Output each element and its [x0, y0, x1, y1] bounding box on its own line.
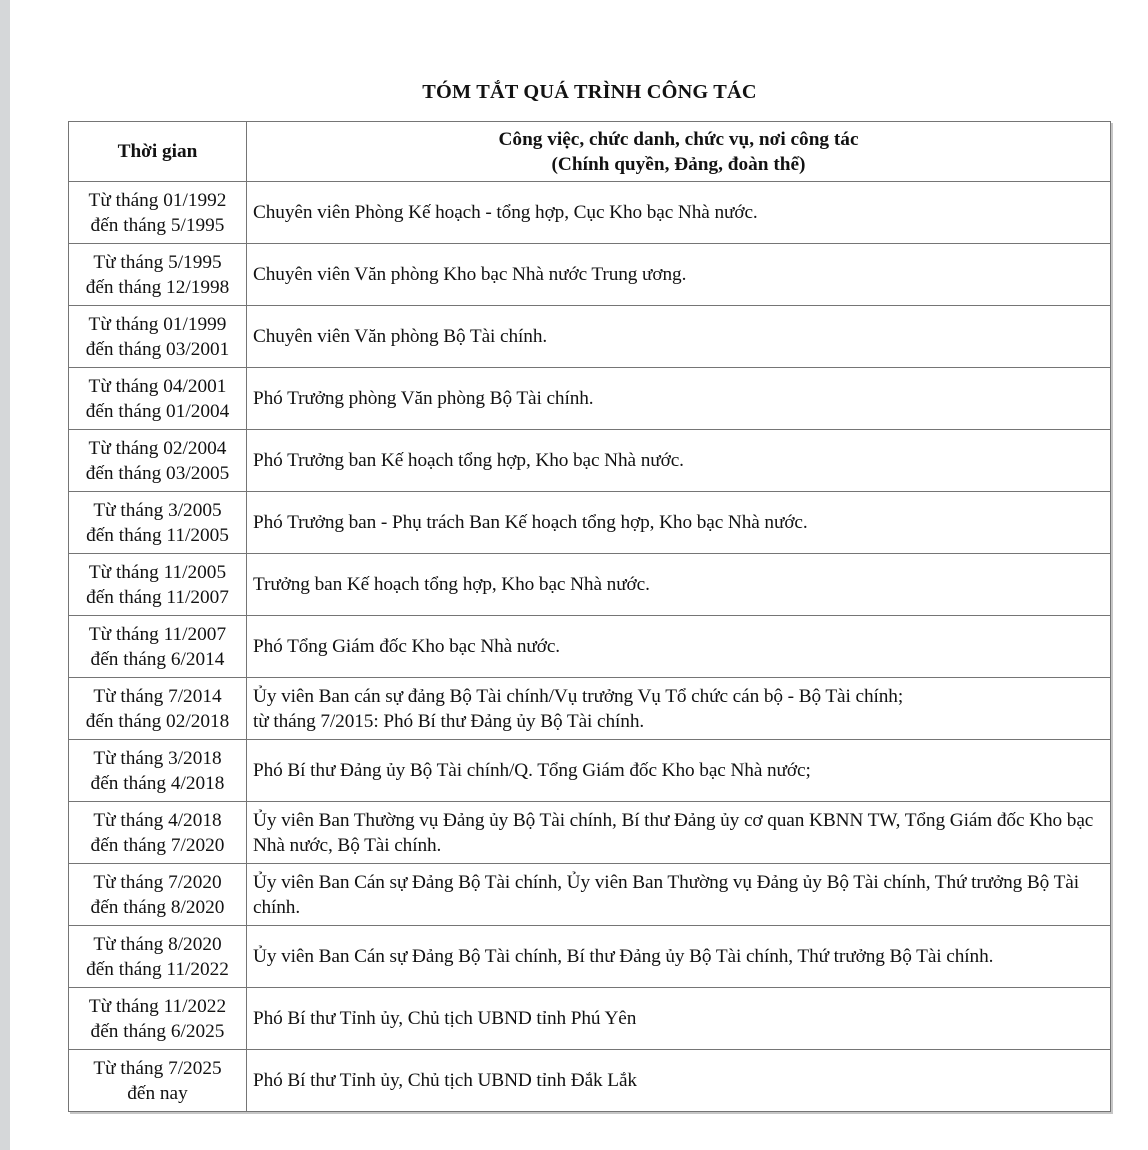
table-row	[69, 740, 1111, 802]
time-line-1: Từ tháng 5/1995	[93, 251, 222, 273]
time-line-1: Từ tháng 11/2007	[88, 623, 227, 645]
table-row	[69, 182, 1111, 244]
career-table-body	[69, 182, 1111, 1112]
document-page	[68, 0, 1111, 1112]
work-cell	[247, 740, 1111, 802]
table-row	[69, 492, 1111, 554]
work-line: Ủy viên Ban Thường vụ Đảng ủy Bộ Tài chính, Bí thư Đảng ủy cơ quan KBNN TW, Tổng Giám đốc Kho bạc Nhà nước, Bộ Tài chính.	[253, 809, 1094, 856]
time-cell	[69, 926, 247, 988]
time-line-1: Từ tháng 01/1999	[88, 313, 227, 335]
time-line-2: đến tháng 8/2020	[90, 896, 225, 918]
table-row	[69, 244, 1111, 306]
table-row	[69, 430, 1111, 492]
work-line: Ủy viên Ban Cán sự Đảng Bộ Tài chính, Ủy viên Ban Thường vụ Đảng ủy Bộ Tài chính, Thứ trưởng Bộ Tài chính.	[253, 871, 1079, 918]
column-header-work	[247, 122, 1111, 182]
table-row	[69, 1050, 1111, 1112]
time-cell	[69, 740, 247, 802]
time-cell	[69, 678, 247, 740]
table-row	[69, 554, 1111, 616]
work-cell	[247, 864, 1111, 926]
table-row	[69, 802, 1111, 864]
time-cell	[69, 306, 247, 368]
time-line-1: Từ tháng 11/2022	[88, 995, 227, 1017]
column-header-work-line-1: Công việc, chức danh, chức vụ, nơi công tác	[498, 128, 859, 150]
work-line: Chuyên viên Văn phòng Kho bạc Nhà nước Trung ương.	[253, 264, 687, 285]
work-cell	[247, 678, 1111, 740]
work-cell	[247, 430, 1111, 492]
work-line: Phó Bí thư Tỉnh ủy, Chủ tịch UBND tỉnh Phú Yên	[253, 1008, 637, 1029]
time-line-2: đến tháng 7/2020	[90, 834, 225, 856]
time-line-1: Từ tháng 3/2018	[93, 747, 222, 769]
time-line-1: Từ tháng 7/2020	[93, 871, 222, 893]
time-line-1: Từ tháng 3/2005	[93, 499, 222, 521]
time-line-1: Từ tháng 8/2020	[93, 933, 222, 955]
time-line-2: đến tháng 5/1995	[90, 214, 225, 236]
time-line-2: đến tháng 03/2001	[85, 338, 230, 360]
work-cell	[247, 988, 1111, 1050]
work-line: Ủy viên Ban cán sự đảng Bộ Tài chính/Vụ trưởng Vụ Tổ chức cán bộ - Bộ Tài chính;	[253, 685, 904, 707]
time-cell	[69, 988, 247, 1050]
page-edge-strip	[0, 0, 10, 1150]
table-row	[69, 864, 1111, 926]
work-cell	[247, 926, 1111, 988]
time-line-2: đến tháng 6/2014	[90, 648, 225, 670]
time-line-1: Từ tháng 02/2004	[88, 437, 227, 459]
time-line-2: đến tháng 02/2018	[85, 710, 230, 732]
time-cell	[69, 492, 247, 554]
column-header-time	[69, 122, 247, 182]
work-line: Ủy viên Ban Cán sự Đảng Bộ Tài chính, Bí thư Đảng ủy Bộ Tài chính, Thứ trưởng Bộ Tài chính.	[253, 946, 994, 967]
time-cell	[69, 368, 247, 430]
table-row	[69, 368, 1111, 430]
time-cell	[69, 430, 247, 492]
time-cell	[69, 802, 247, 864]
time-cell	[69, 182, 247, 244]
column-header-work-line-2: (Chính quyền, Đảng, đoàn thể)	[551, 153, 806, 175]
work-line: Chuyên viên Phòng Kế hoạch - tổng hợp, Cục Kho bạc Nhà nước.	[253, 202, 758, 223]
work-cell	[247, 554, 1111, 616]
time-cell	[69, 1050, 247, 1112]
work-cell	[247, 368, 1111, 430]
time-line-1: Từ tháng 11/2005	[88, 561, 227, 583]
work-line: Trưởng ban Kế hoạch tổng hợp, Kho bạc Nhà nước.	[253, 574, 650, 595]
time-cell	[69, 554, 247, 616]
time-line-1: Từ tháng 7/2014	[93, 685, 222, 707]
work-line: Phó Trưởng phòng Văn phòng Bộ Tài chính.	[253, 388, 594, 409]
time-line-2: đến nay	[127, 1082, 188, 1104]
work-line: Phó Trưởng ban Kế hoạch tổng hợp, Kho bạc Nhà nước.	[253, 450, 684, 471]
time-line-1: Từ tháng 7/2025	[93, 1057, 222, 1079]
table-row	[69, 306, 1111, 368]
work-line: từ tháng 7/2015: Phó Bí thư Đảng ủy Bộ Tài chính.	[253, 710, 645, 732]
time-line-2: đến tháng 6/2025	[90, 1020, 225, 1042]
time-line-2: đến tháng 11/2005	[86, 524, 229, 546]
work-line: Chuyên viên Văn phòng Bộ Tài chính.	[253, 326, 548, 347]
work-cell	[247, 182, 1111, 244]
time-line-2: đến tháng 11/2022	[86, 958, 229, 980]
work-cell	[247, 244, 1111, 306]
time-line-2: đến tháng 11/2007	[86, 586, 229, 608]
time-cell	[69, 864, 247, 926]
table-row	[69, 678, 1111, 740]
work-line: Phó Bí thư Đảng ủy Bộ Tài chính/Q. Tổng Giám đốc Kho bạc Nhà nước;	[253, 760, 811, 781]
table-row	[69, 988, 1111, 1050]
time-line-1: Từ tháng 01/1992	[88, 189, 227, 211]
work-cell	[247, 492, 1111, 554]
table-row	[69, 616, 1111, 678]
work-cell	[247, 1050, 1111, 1112]
column-header-time-label: Thời gian	[117, 141, 198, 162]
time-line-2: đến tháng 01/2004	[85, 400, 230, 422]
work-line: Phó Bí thư Tỉnh ủy, Chủ tịch UBND tỉnh Đắk Lắk	[253, 1070, 637, 1091]
time-line-2: đến tháng 03/2005	[85, 462, 230, 484]
work-cell	[247, 306, 1111, 368]
time-cell	[69, 616, 247, 678]
work-line: Phó Tổng Giám đốc Kho bạc Nhà nước.	[253, 636, 561, 657]
time-line-2: đến tháng 4/2018	[90, 772, 225, 794]
table-header-row	[69, 122, 1111, 182]
time-cell	[69, 244, 247, 306]
page-title: TÓM TẮT QUÁ TRÌNH CÔNG TÁC	[422, 81, 757, 103]
work-cell	[247, 616, 1111, 678]
time-line-1: Từ tháng 04/2001	[88, 375, 227, 397]
work-cell	[247, 802, 1111, 864]
time-line-1: Từ tháng 4/2018	[93, 809, 222, 831]
time-line-2: đến tháng 12/1998	[85, 276, 230, 298]
career-history-table	[68, 121, 1111, 1112]
table-row	[69, 926, 1111, 988]
work-line: Phó Trưởng ban - Phụ trách Ban Kế hoạch tổng hợp, Kho bạc Nhà nước.	[253, 512, 808, 533]
